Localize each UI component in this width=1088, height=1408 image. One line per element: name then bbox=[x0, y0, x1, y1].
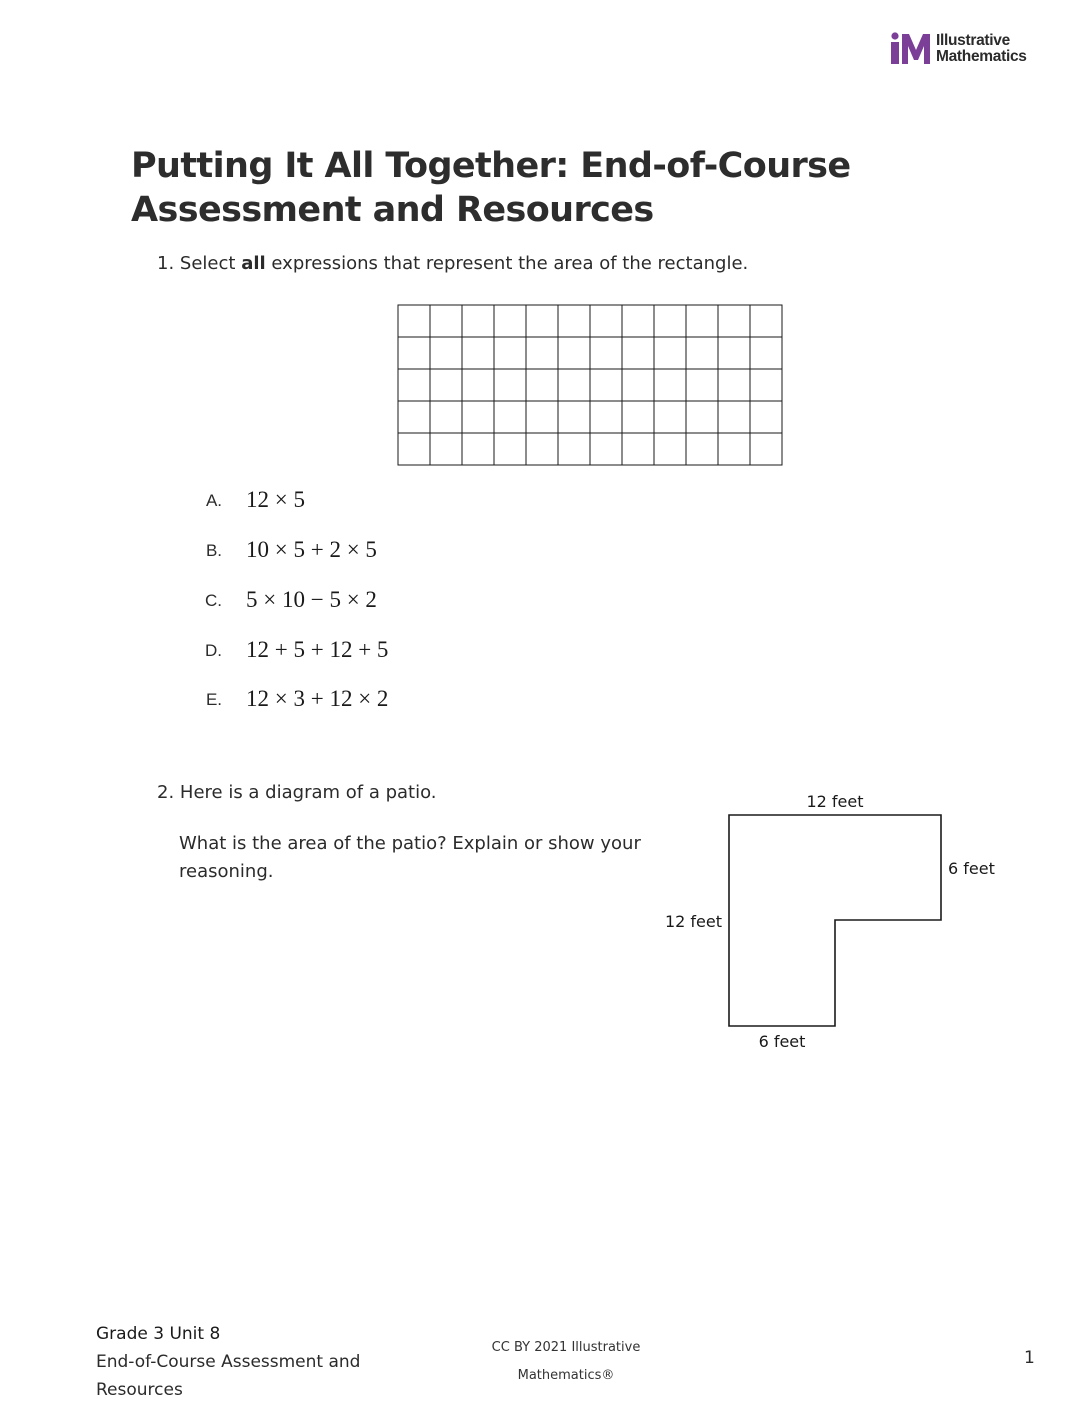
grid-unit-square bbox=[686, 305, 718, 337]
patio-label-left: 12 feet bbox=[664, 912, 722, 931]
grid-unit-square bbox=[430, 433, 462, 465]
choice-expression: 5 × 10 − 5 × 2 bbox=[246, 587, 377, 612]
grid-unit-square bbox=[622, 305, 654, 337]
footer-license-line-1: CC BY 2021 Illustrative bbox=[491, 1340, 641, 1355]
question-2-question: What is the area of the patio? Explain or show your reasoning. bbox=[179, 833, 641, 882]
grid-unit-square bbox=[494, 337, 526, 369]
grid-unit-square bbox=[526, 401, 558, 433]
grid-unit-square bbox=[590, 433, 622, 465]
footer-license bbox=[466, 1334, 666, 1390]
footer-unit: Grade 3 Unit 8 bbox=[96, 1324, 221, 1344]
grid-unit-square bbox=[654, 305, 686, 337]
grid-unit-square bbox=[622, 369, 654, 401]
footer-document-info bbox=[96, 1320, 360, 1404]
question-2-text: Here is a diagram of a patio. bbox=[179, 782, 437, 803]
grid-unit-square bbox=[526, 337, 558, 369]
choice-expression: 10 × 5 + 2 × 5 bbox=[246, 537, 377, 562]
choice-letter: E. bbox=[205, 690, 222, 709]
im-logo-icon bbox=[888, 32, 932, 66]
grid-unit-square bbox=[494, 401, 526, 433]
choice-letter: D. bbox=[205, 641, 222, 660]
title-line-1: Putting It All Together: End-of-Course bbox=[131, 146, 851, 186]
grid-unit-square bbox=[686, 401, 718, 433]
grid-unit-square bbox=[558, 305, 590, 337]
choice-e[interactable] bbox=[190, 686, 450, 716]
illustrative-mathematics-logo bbox=[888, 32, 1048, 68]
grid-unit-square bbox=[718, 337, 750, 369]
grid-unit-square bbox=[462, 337, 494, 369]
patio-diagram bbox=[650, 785, 1010, 1065]
question-2-number: 2. bbox=[157, 782, 175, 803]
title-line-2: Assessment and Resources bbox=[131, 190, 654, 230]
grid-unit-square bbox=[430, 369, 462, 401]
choice-a[interactable] bbox=[190, 487, 450, 517]
grid-unit-square bbox=[398, 401, 430, 433]
page-number: 1 bbox=[1024, 1348, 1035, 1368]
logo-line-1: Illustrative bbox=[936, 32, 1010, 49]
grid-unit-square bbox=[654, 401, 686, 433]
grid-unit-square bbox=[622, 433, 654, 465]
grid-unit-square bbox=[430, 305, 462, 337]
grid-unit-square bbox=[686, 369, 718, 401]
grid-unit-square bbox=[590, 369, 622, 401]
choice-expression: 12 × 3 + 12 × 2 bbox=[246, 686, 389, 711]
grid-unit-square bbox=[462, 305, 494, 337]
footer-license-line-2: Mathematics® bbox=[517, 1368, 615, 1383]
grid-unit-square bbox=[750, 337, 782, 369]
grid-unit-square bbox=[590, 337, 622, 369]
grid-unit-square bbox=[398, 369, 430, 401]
grid-unit-square bbox=[590, 305, 622, 337]
grid-unit-square bbox=[526, 305, 558, 337]
grid-unit-square bbox=[558, 433, 590, 465]
question-1-prompt bbox=[157, 252, 748, 276]
question-1-text-bold: all bbox=[241, 253, 266, 274]
grid-unit-square bbox=[718, 369, 750, 401]
question-1-text-before: Select bbox=[179, 253, 242, 274]
choice-c[interactable] bbox=[190, 587, 450, 617]
grid-unit-square bbox=[622, 337, 654, 369]
grid-unit-square bbox=[494, 433, 526, 465]
grid-unit-square bbox=[718, 305, 750, 337]
grid-unit-square bbox=[718, 401, 750, 433]
grid-unit-square bbox=[430, 401, 462, 433]
grid-unit-square bbox=[462, 369, 494, 401]
grid-unit-square bbox=[398, 433, 430, 465]
grid-unit-square bbox=[494, 305, 526, 337]
choice-expression: 12 × 5 bbox=[246, 487, 305, 512]
grid-unit-square bbox=[558, 401, 590, 433]
grid-unit-square bbox=[558, 369, 590, 401]
choice-d[interactable] bbox=[190, 637, 450, 667]
grid-unit-square bbox=[430, 337, 462, 369]
choice-expression: 12 + 5 + 12 + 5 bbox=[246, 637, 389, 662]
choice-letter: A. bbox=[205, 491, 222, 510]
area-rectangle-grid bbox=[397, 304, 785, 468]
grid-unit-square bbox=[654, 337, 686, 369]
patio-label-top: 12 feet bbox=[806, 792, 864, 811]
grid-unit-square bbox=[654, 433, 686, 465]
grid-unit-square bbox=[590, 401, 622, 433]
grid-unit-square bbox=[494, 369, 526, 401]
choice-letter: B. bbox=[205, 541, 222, 560]
grid-unit-square bbox=[750, 433, 782, 465]
grid-unit-square bbox=[462, 401, 494, 433]
footer-doc-line-1: End-of-Course Assessment and bbox=[96, 1352, 361, 1372]
grid-unit-square bbox=[654, 369, 686, 401]
grid-unit-square bbox=[558, 337, 590, 369]
grid-unit-square bbox=[462, 433, 494, 465]
logo-line-2: Mathematics bbox=[936, 48, 1027, 65]
choice-letter: C. bbox=[205, 591, 222, 610]
grid-unit-square bbox=[398, 305, 430, 337]
page-title bbox=[131, 144, 891, 232]
patio-shape bbox=[729, 815, 941, 1026]
grid-unit-square bbox=[686, 337, 718, 369]
grid-unit-square bbox=[398, 337, 430, 369]
patio-label-right: 6 feet bbox=[948, 859, 995, 878]
grid-unit-square bbox=[750, 401, 782, 433]
choice-b[interactable] bbox=[190, 537, 450, 567]
grid-unit-square bbox=[750, 369, 782, 401]
question-1-number: 1. bbox=[157, 253, 175, 274]
logo-wordmark bbox=[936, 33, 1027, 65]
question-2-prompt bbox=[157, 781, 437, 805]
grid-unit-square bbox=[622, 401, 654, 433]
grid-unit-square bbox=[526, 433, 558, 465]
grid-unit-square bbox=[718, 433, 750, 465]
footer-doc-line-2: Resources bbox=[96, 1380, 183, 1400]
grid-unit-square bbox=[686, 433, 718, 465]
grid-unit-square bbox=[750, 305, 782, 337]
grid-unit-square bbox=[526, 369, 558, 401]
question-1-text-after: expressions that represent the area of the rectangle. bbox=[265, 253, 749, 274]
patio-label-bottom: 6 feet bbox=[758, 1032, 806, 1051]
